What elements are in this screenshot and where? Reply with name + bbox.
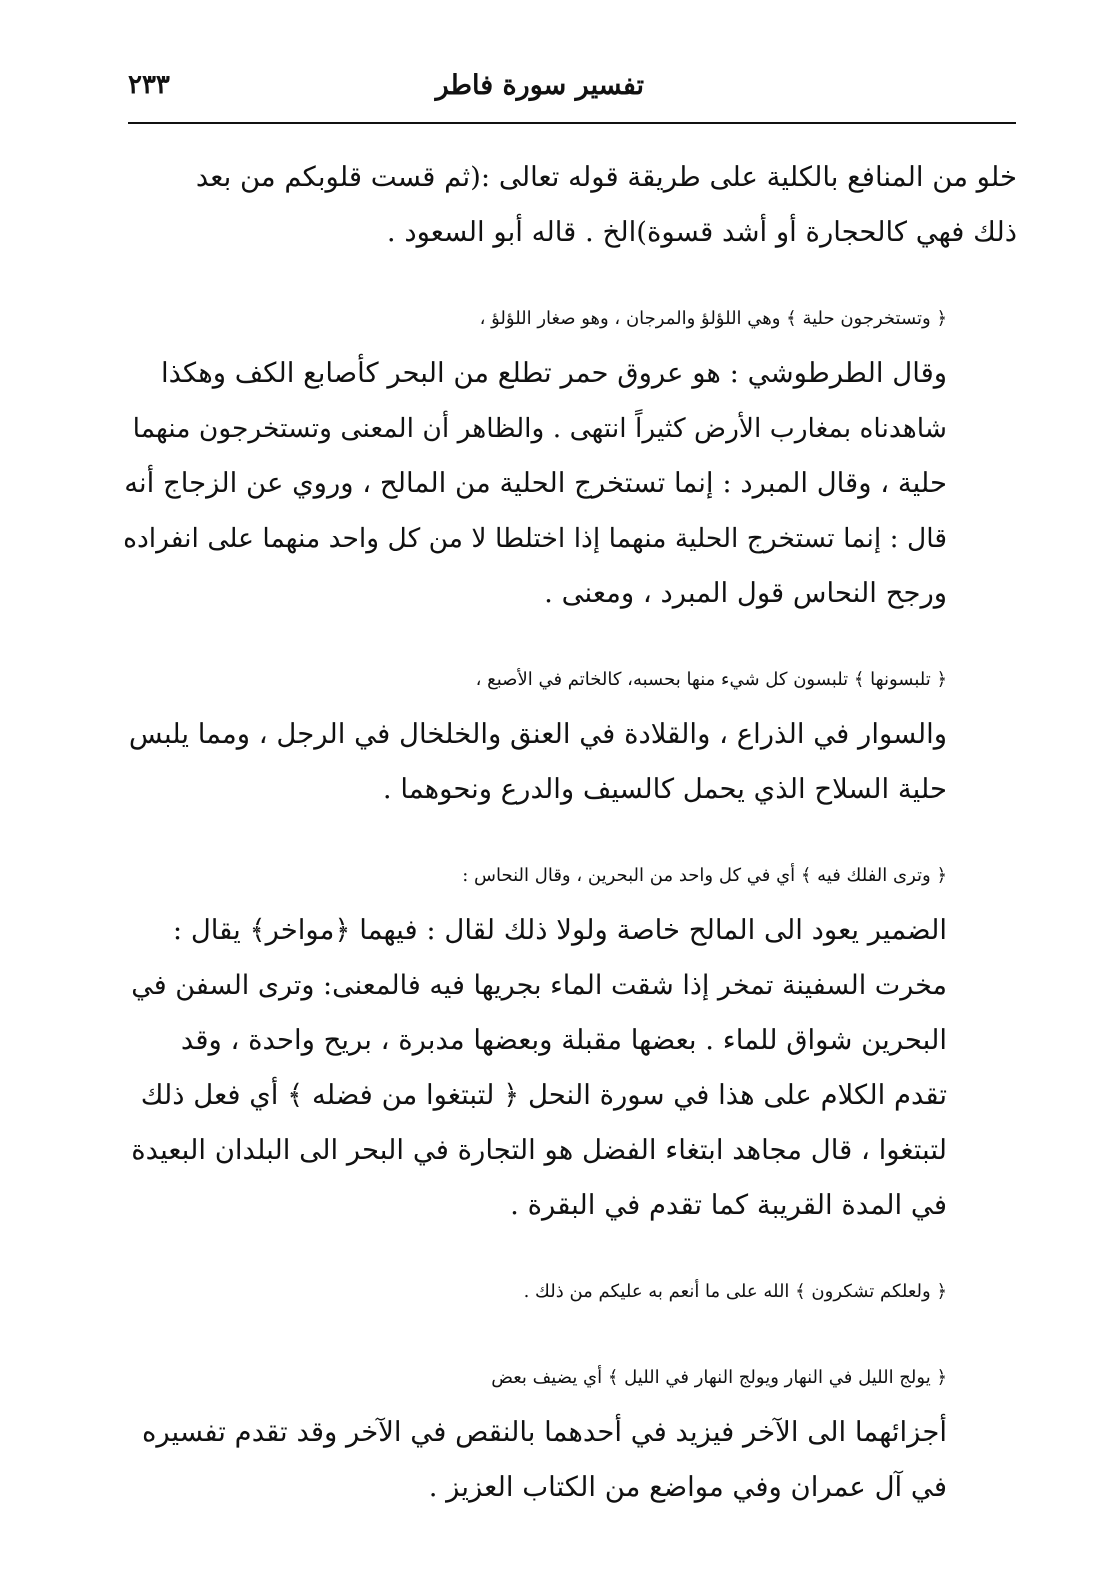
text-line: حلية السلاح الذي يحمل كالسيف والدرع ونحوهما . (382, 773, 947, 805)
page-number: ٢٣٣ (128, 70, 170, 100)
paragraph (122, 291, 1017, 621)
text-line: ورجح النحاس قول المبرد ، ومعنى . (544, 577, 947, 609)
text-line: في المدة القريبة كما تقدم في البقرة . (510, 1189, 947, 1221)
text-line: لتبتغوا ، قال مجاهد ابتغاء الفضل هو التجارة في البحر الى البلدان البعيدة (131, 1134, 947, 1166)
text-line: تقدم الكلام على هذا في سورة النحل ﴿ لتبتغوا من فضله ﴾ أي فعل ذلك (140, 1079, 947, 1111)
paragraph (122, 848, 1017, 1233)
text-line: وقال الطرطوشي : هو عروق حمر تطلع من البحر كأصابع الكف وهكذا (160, 357, 947, 389)
text-line: شاهدناه بمغارب الأرض كثيراً انتهى . والظاهر أن المعنى وتستخرجون منهما (132, 413, 947, 444)
text-line: ﴿ تلبسونها ﴾ تلبسون كل شيء منها بحسبه، كالخاتم في الأصبع ، (475, 669, 947, 690)
text-line: أجزائهما الى الآخر فيزيد في أحدهما بالنقص في الآخر وقد تقدم تفسيره (141, 1416, 947, 1448)
text-line: والسوار في الذراع ، والقلادة في العنق والخلخال في الرجل ، ومما يلبس (128, 718, 947, 750)
text-line: في آل عمران وفي مواضع من الكتاب العزيز . (428, 1471, 947, 1503)
text-line: خلو من المنافع بالكلية على طريقة قوله تعالى :(ثم قست قلوبكم من بعد (195, 161, 1017, 193)
header-rule (128, 122, 1016, 124)
running-title: تفسير سورة فاطر (435, 70, 644, 101)
paragraph (122, 150, 1017, 260)
text-line: حلية ، وقال المبرد : إنما تستخرج الحلية من المالح ، وروي عن الزجاج أنه (124, 467, 947, 499)
text-line: ذلك فهي كالحجارة أو أشد قسوة)الخ . قاله أبو السعود . (386, 216, 1017, 248)
text-line: ﴿ ولعلكم تشكرون ﴾ الله على ما أنعم به عليكم من ذلك . (523, 1281, 947, 1302)
text-line: ﴿ وترى الفلك فيه ﴾ أي في كل واحد من البحرين ، وقال النحاس : (462, 865, 947, 886)
text-line: مخرت السفينة تمخر إذا شقت الماء بجريها فيه فالمعنى: وترى السفن في (131, 970, 947, 1001)
paragraph (122, 1264, 1017, 1319)
paragraph (122, 652, 1017, 817)
text-line: البحرين شواق للماء . بعضها مقبلة وبعضها مدبرة ، بريح واحدة ، وقد (180, 1024, 947, 1056)
paragraph (122, 1350, 1017, 1515)
text-line: ﴿ وتستخرجون حلية ﴾ وهي اللؤلؤ والمرجان ، وهو صغار اللؤلؤ ، (479, 308, 947, 329)
page-body (122, 150, 1017, 1546)
text-line: الضمير يعود الى المالح خاصة ولولا ذلك لقال : فيهما ﴿مواخر﴾ يقال : (172, 914, 947, 946)
text-line: ﴿ يولج الليل في النهار ويولج النهار في الليل ﴾ أي يضيف بعض (491, 1367, 947, 1388)
page-header (128, 66, 1014, 124)
text-line: قال : إنما تستخرج الحلية منهما إذا اختلطا لا من كل واحد منهما على انفراده (123, 523, 947, 554)
